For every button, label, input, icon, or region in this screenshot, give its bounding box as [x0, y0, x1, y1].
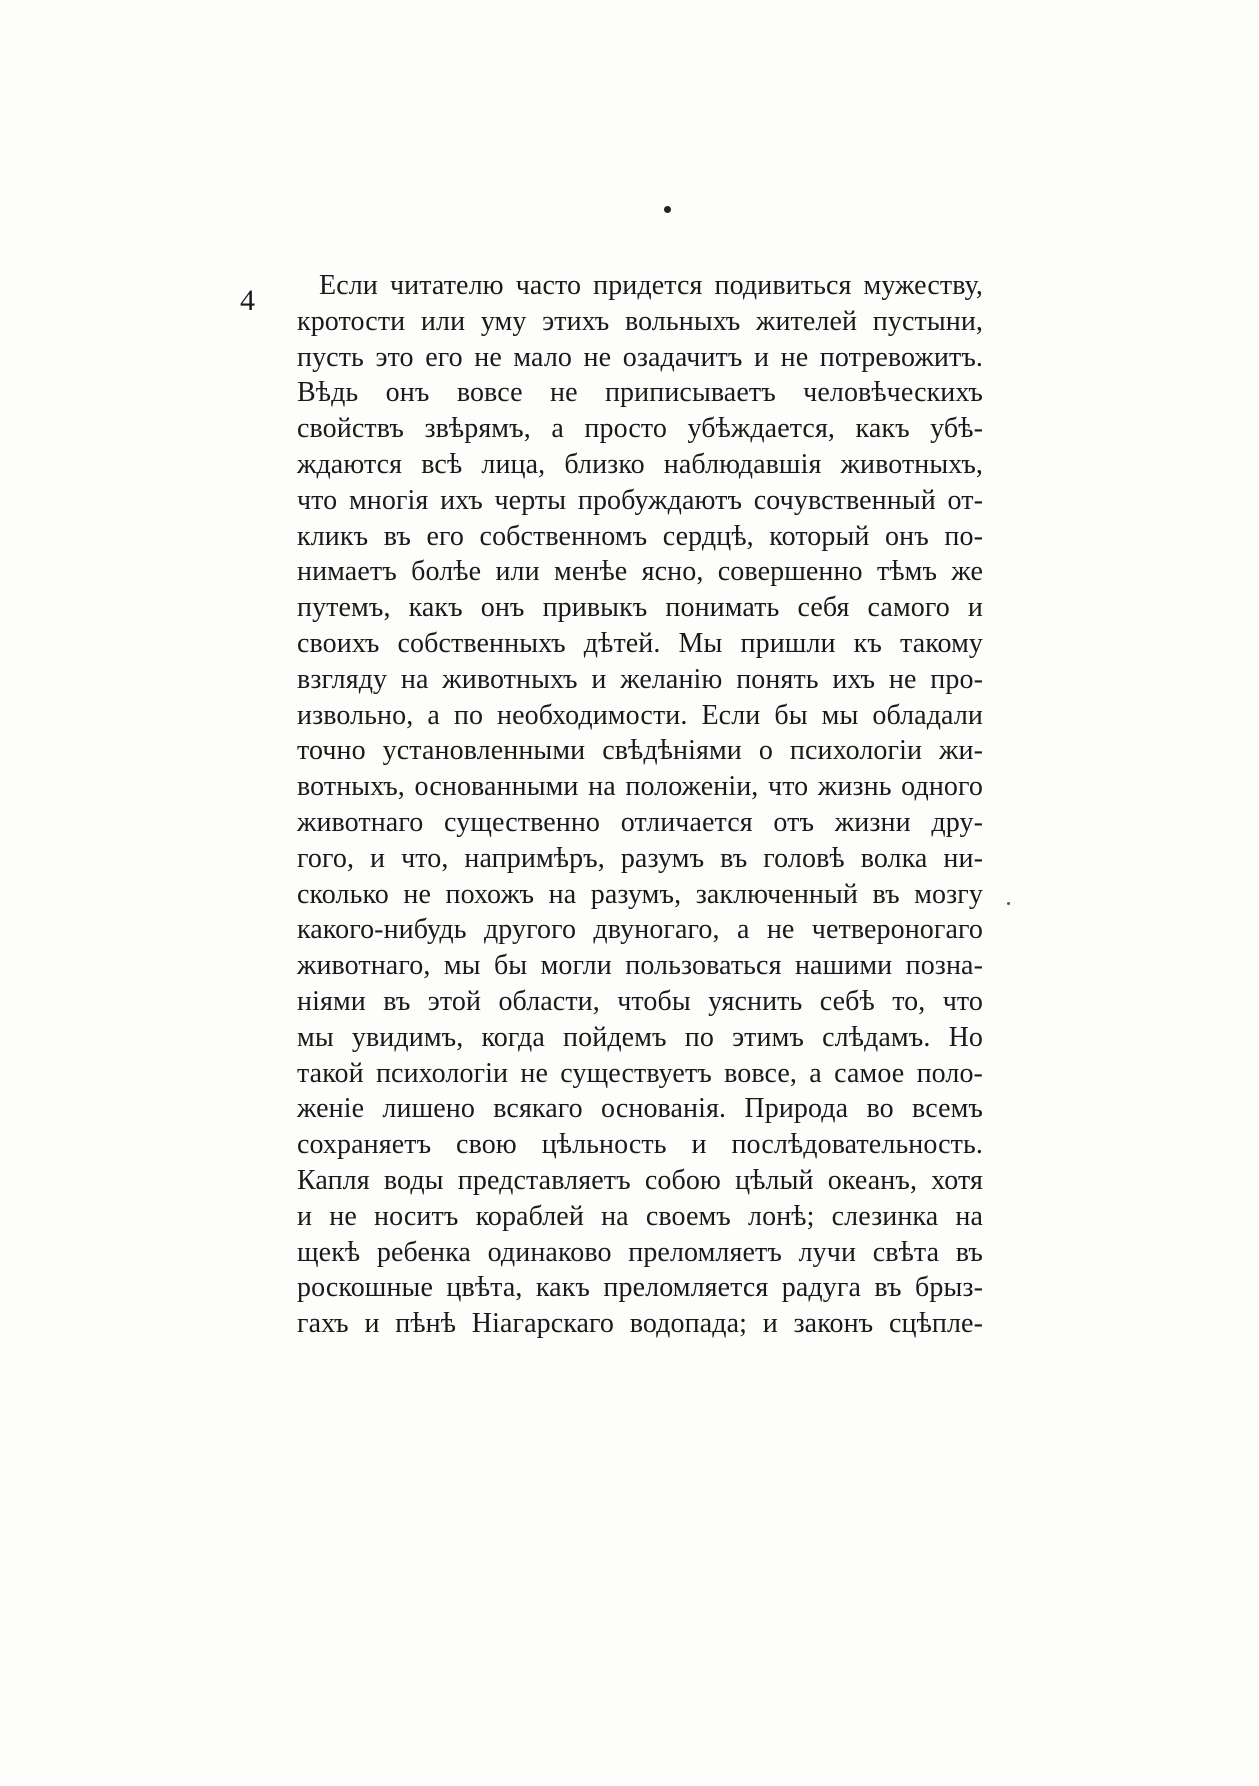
page-number: 4	[240, 284, 255, 317]
text-line: гахъ и пѣнѣ Ніагарскаго водопада; и законъ сцѣпле-	[297, 1308, 983, 1340]
text-line: какого-нибудь другого двуногаго, а не четвероногаго	[297, 914, 983, 946]
text-line: животнаго, мы бы могли пользоваться нашими позна-	[297, 950, 983, 982]
text-line: что многія ихъ черты пробуждаютъ сочувственный от-	[297, 484, 983, 516]
text-line: мы увидимъ, когда пойдемъ по этимъ слѣдамъ. Но	[297, 1021, 983, 1053]
text-line: взгляду на животныхъ и желанію понять ихъ не про-	[297, 663, 983, 695]
body-text	[297, 268, 983, 1342]
print-speck	[1007, 902, 1010, 905]
text-line: ждаются всѣ лица, близко наблюдавшія животныхъ,	[297, 448, 983, 480]
text-line: женіе лишено всякаго основанія. Природа во всемъ	[297, 1093, 983, 1125]
text-line: кротости или уму этихъ вольныхъ жителей пустыни,	[297, 305, 983, 337]
text-line: сохраняетъ свою цѣльность и послѣдовательность.	[297, 1129, 983, 1161]
text-line: нимаетъ болѣе или менѣе ясно, совершенно тѣмъ же	[297, 556, 983, 588]
text-line: Вѣдь онъ вовсе не приписываетъ человѣческихъ	[297, 377, 983, 409]
text-line: кликъ въ его собственномъ сердцѣ, который онъ по-	[297, 520, 983, 552]
text-line: и не носитъ кораблей на своемъ лонѣ; слезинка на	[297, 1200, 983, 1232]
text-line: путемъ, какъ онъ привыкъ понимать себя самого и	[297, 592, 983, 624]
text-line: Капля воды представляетъ собою цѣлый океанъ, хотя	[297, 1164, 983, 1196]
text-line: ніями въ этой области, чтобы уяснить себѣ то, что	[297, 985, 983, 1017]
text-line: вотныхъ, основанными на положеніи, что жизнь одного	[297, 771, 983, 803]
text-line: сколько не похожъ на разумъ, заключенный въ мозгу	[297, 878, 983, 910]
text-line: точно установленными свѣдѣніями о психологіи жи-	[297, 735, 983, 767]
text-line: животнаго существенно отличается отъ жизни дру-	[297, 806, 983, 838]
text-line: своихъ собственныхъ дѣтей. Мы пришли къ такому	[297, 627, 983, 659]
text-line: свойствъ звѣрямъ, а просто убѣждается, какъ убѣ-	[297, 413, 983, 445]
text-line: извольно, а по необходимости. Если бы мы обладали	[297, 699, 983, 731]
text-line: пусть это его не мало не озадачитъ и не потревожитъ.	[297, 341, 983, 373]
text-line: такой психологіи не существуетъ вовсе, а самое поло-	[297, 1057, 983, 1089]
text-line: роскошные цвѣта, какъ преломляется радуга въ брыз-	[297, 1272, 983, 1304]
text-line: щекѣ ребенка одинаково преломляетъ лучи свѣта въ	[297, 1236, 983, 1268]
text-line: гого, и что, напримѣръ, разумъ въ головѣ волка ни-	[297, 842, 983, 874]
print-speck	[664, 206, 671, 213]
text-line: Если читателю часто придется подивиться мужеству,	[319, 270, 983, 301]
